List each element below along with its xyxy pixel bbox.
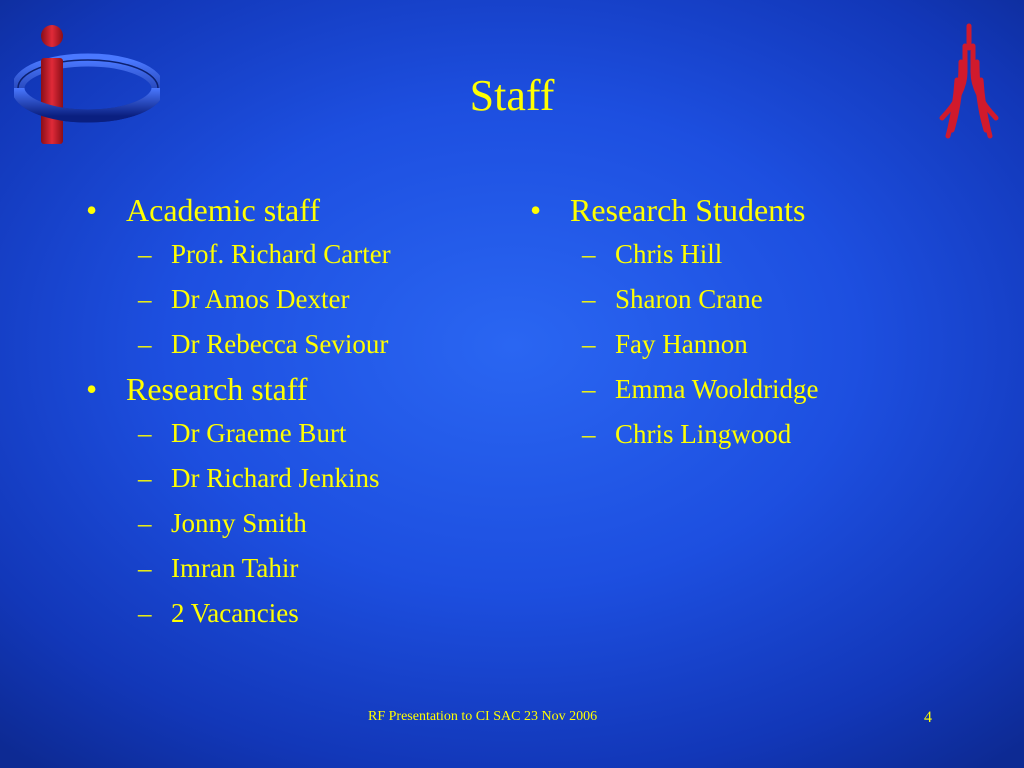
bullet-group-academic [86, 188, 496, 367]
list-item: – Dr Rebecca Seviour [86, 322, 496, 367]
bullet-heading: • Academic staff [86, 188, 496, 232]
bullet-group-research [86, 367, 496, 636]
bullet-list [86, 188, 496, 636]
list-item: – Emma Wooldridge [530, 367, 970, 412]
list-item: – Imran Tahir [86, 546, 496, 591]
slide-title: Staff [469, 71, 555, 120]
list-item: – Dr Richard Jenkins [86, 456, 496, 501]
list-item: – Dr Amos Dexter [86, 277, 496, 322]
list-item: – Chris Hill [530, 232, 970, 277]
slide-footer: RF Presentation to CI SAC 23 Nov 2006 [368, 709, 598, 724]
bullet-list [530, 188, 970, 457]
sub-list [86, 411, 496, 636]
right-column [530, 188, 970, 457]
list-item: – 2 Vacancies [86, 591, 496, 636]
list-item: – Prof. Richard Carter [86, 232, 496, 277]
list-item: – Sharon Crane [530, 277, 970, 322]
sub-list [86, 232, 496, 367]
list-item: – Chris Lingwood [530, 412, 970, 457]
page-number: 4 [924, 709, 932, 726]
left-column [86, 188, 496, 636]
list-item: – Fay Hannon [530, 322, 970, 367]
bullet-group-students [530, 188, 970, 457]
list-item: – Dr Graeme Burt [86, 411, 496, 456]
sub-list [530, 232, 970, 457]
list-item: – Jonny Smith [86, 501, 496, 546]
bullet-heading: • Research Students [530, 188, 970, 232]
bullet-heading: • Research staff [86, 367, 496, 411]
